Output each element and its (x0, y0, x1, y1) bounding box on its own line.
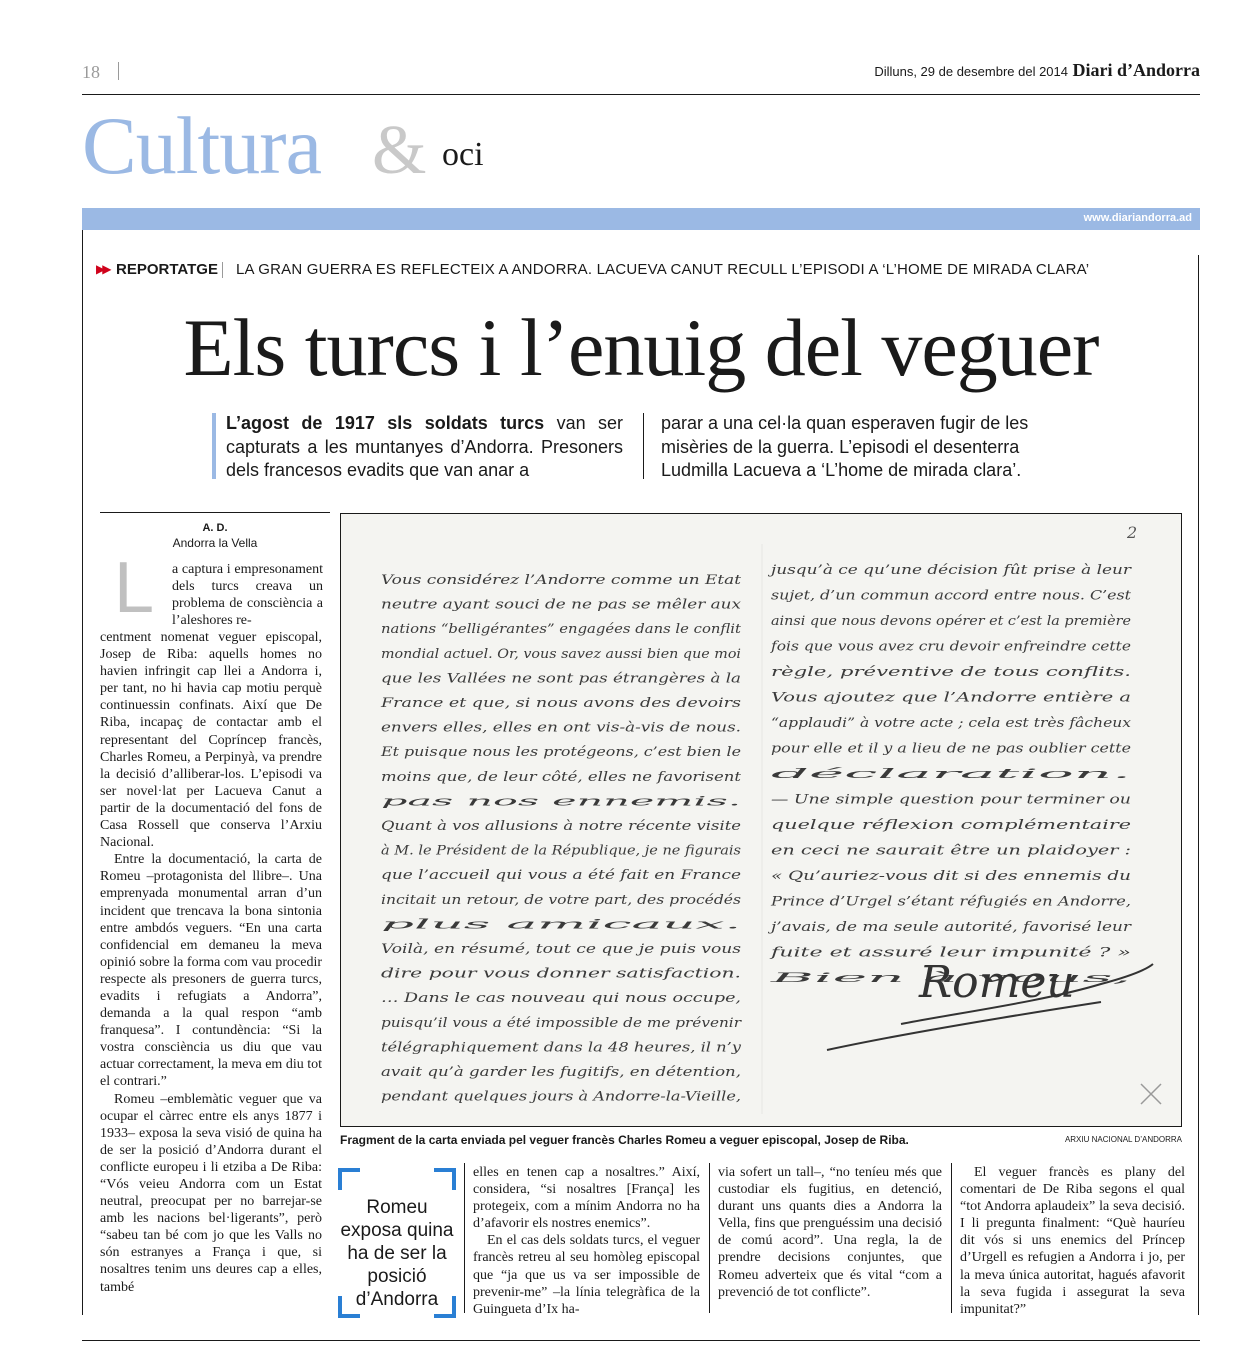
letter-line: jusqu’à ce qu’une décision fût prise à leur (767, 563, 1133, 578)
letter-line: Bien à vous, (766, 971, 1131, 986)
body-paragraph: Romeu –emblemàtic veguer que va ocupar el càrrec entre els anys 1877 i 1933– exposa la seva visió de quina ha de ser la posició d’Andorra durant el conflicte europeu i li etziba a De Riba: “Vós veieu Andorra com un Estat neutral, preocupat per no barrejar-se amb les nacions bel·ligerants”, però “sabeu tan bé com jo que les Valls no són estranyes a França i que, si nosaltres tenim uns deures cap a elles, també (100, 1091, 322, 1295)
section-band (82, 208, 1200, 230)
letter-line: Vous considérez l’Andorre comme un Etat (381, 573, 742, 588)
letter-line: ainsi que nous devons opérer et c’est la première (771, 614, 1132, 629)
letter-line: … Dans le cas nouveau qui nous occupe, (381, 991, 741, 1007)
lead-text: van ser capturats a les muntanyes d’Andorra. Presoners dels francesos evadits que van anar a (226, 413, 623, 480)
letter-line: envers elles, elles en ont vis-à-vis de nous. (381, 720, 741, 736)
letter-line: « Qu’auriez-vous dit si des ennemis du (771, 869, 1131, 884)
page-number: 18 (82, 62, 100, 82)
body-paragraph: El veguer francès es plany del comentari de De Riba segons el qual “tot Andorra aplaudeix” la seva decisió. I li pregunta finalment: “Què hauríeu dit vós si uns enemics del Príncep d’Urgell es refugien a Andorra i jo, per la meva única autoritat, hagués afavorit la seva fugida i assegurat la seva impunitat?” (960, 1165, 1185, 1317)
quote-corner (434, 1168, 456, 1190)
column-rule-right (1198, 255, 1199, 1315)
letter-page-mark: 2 (1127, 523, 1138, 542)
letter-line: “applaudi” à votre acte ; cela est très fâcheux (771, 716, 1132, 731)
kicker-separator (222, 262, 223, 278)
letter-line: mondial actuel. Or, vous savez aussi bien que moi (381, 646, 741, 662)
letter-line: à M. le Président de la République, je ne figurais (381, 843, 742, 859)
body-column-1 (100, 629, 322, 1296)
letter-line: puisqu’il vous a été impossible de me prévenir (381, 1015, 742, 1031)
body-paragraph: via sofert un tall–, “no teníeu més que custodiar els fugitius, en detenció, durant uns quants dies a Andorra la Vella, fins que prenguéssim una decisió de comú acord”. Una regla, la de prendre decisions conjuntes, que Romeu adverteix que és vital “com a prevenció de tot conflicte”. (718, 1165, 942, 1300)
website-url[interactable]: www.diariandorra.ad (1083, 212, 1192, 224)
letter-line: dire pour vous donner satisfaction. (381, 966, 741, 982)
photo-caption: Fragment de la carta enviada pel veguer francès Charles Romeu a veguer episcopal, Josep de Riba. (340, 1133, 909, 1147)
body-paragraph: centment nomenat veguer episcopal, Josep de Riba: aquells homes no havien infringit cap llei a Andorra i, per tant, no hi havia cap motiu perquè continuessin confinats. Així que De Riba, incapaç de contactar amb el representant del Copríncep francès, Charles Romeu, a Perpinyà, va prendre la decisió d’alliberar-los. L’episodi va ser novel·lat per Lacueva Canut a partir de la documentació del fons de Casa Rossell que conserva l’Arxiu Nacional. (100, 630, 322, 851)
body-column-3 (718, 1164, 942, 1301)
letter-line: pour elle et il y a lieu de ne pas oublier cette (771, 741, 1132, 757)
signature: Romeu (919, 957, 1075, 1008)
body-paragraph: elles en tenen cap a nosaltres.” Així, considera, “si nosaltres [França] les protegeix, com a mínim Andorra no ha d’afavorir els nostres enemics”. (473, 1165, 700, 1232)
letter-line: sujet, d’un commun accord entre nous. C’est (771, 588, 1132, 604)
letter-line: pendant quelques jours à Andorre-la-Vieille, (381, 1089, 741, 1105)
letter-line: incitait un retour, de votre part, des procédés (381, 892, 742, 908)
body-column-2 (473, 1164, 700, 1318)
letter-line: neutre ayant souci de ne pas se mêler aux (381, 597, 742, 613)
lead-divider (643, 413, 644, 479)
section-title: Cultura (82, 100, 321, 191)
lead-column-2: parar a una cel·la quan esperaven fugir de les misèries de la guerra. L’episodi el desenterra Ludmilla Lacueva a ‘L’home de mirada clara’. (661, 413, 1029, 480)
letter-photo (340, 513, 1182, 1127)
body-column-4 (960, 1164, 1185, 1318)
byline-rule (100, 512, 330, 513)
letter-line: en ceci ne saurait être un plaidoyer : (771, 843, 1131, 859)
letter-line: fois que vous avez cru devoir enfreindre cette (769, 639, 1132, 655)
body-paragraph: En el cas dels soldats turcs, el veguer francès retreu al seu homòleg episcopal que “ja que us va ser impossible de prevenir-me” –la línia telegràfica de la Guingueta d’Ix ha- (473, 1233, 700, 1317)
column-separator (951, 1163, 952, 1313)
column-separator (464, 1163, 465, 1313)
kicker-text: LA GRAN GUERRA ES REFLECTEIX A ANDORRA. LACUEVA CANUT RECULL L’EPISODI A ‘L’HOME DE MIRADA CLARA’ (236, 261, 1090, 278)
letter-line: fuite et assuré leur impunité ? » (769, 945, 1132, 961)
letter-line: quelque réflexion complémentaire (771, 818, 1132, 833)
lead-accent-bar (212, 413, 216, 479)
letter-line: — Une simple question pour terminer ou (771, 792, 1131, 808)
drop-cap: L (114, 548, 155, 628)
byline-author: A. D. (202, 522, 228, 534)
double-arrow-icon: ▶▶ (96, 262, 109, 276)
section-subtitle: oci (442, 136, 484, 173)
letter-line: Quant à vos allusions à notre récente visite (381, 819, 742, 834)
quote-corner (338, 1168, 360, 1190)
byline-place: Andorra la Vella (172, 536, 258, 550)
pull-quote: Romeu exposa quina ha de ser la posició d’Andorra (340, 1197, 454, 1310)
lead-bold: L’agost de 1917 sls soldats turcs (226, 413, 545, 433)
footer-rule (82, 1340, 1200, 1341)
kicker-label: REPORTATGE (116, 261, 218, 278)
column-separator (709, 1163, 710, 1313)
body-paragraph: Entre la documentació, la carta de Romeu –protagonista del llibre–. Una emprenyada monumental arran d’un incident que trencava la bona sintonia entre ambdós veguers. “En una carta confidencial em demaneu la meva opinió sobre la forma com vau procedir respecte als presoners de guerra turcs, evadits i refugiats a Andorra”, demanda a la qual respon “amb franquesa”. I contundència: “Si la vostra consciència us diu que vau actuar correctament, la meva em diu tot el contrari.” (100, 852, 322, 1090)
letter-line: télégraphiquement dans la 48 heures, il n’y (381, 1040, 742, 1056)
body-text: a captura i empresonament dels turcs creava un problema de consciència a l’aleshores re- (172, 562, 323, 629)
letter-line: Voilà, en résumé, tout ce que je puis vous (381, 942, 742, 957)
letter-line: Vous ajoutez que l’Andorre entière a (771, 690, 1131, 706)
lead-column-1 (226, 412, 623, 483)
letter-line: avait qu’à garder les fugitifs, en détention, (381, 1065, 741, 1080)
body-paragraph-start (172, 561, 323, 629)
letter-line: Et puisque nous les protégeons, c’est bien le (379, 745, 742, 761)
letter-line: pas nos ennemis. (381, 794, 741, 810)
letter-line: que les Vallées ne sont pas étrangères à la (381, 671, 741, 687)
headline: Els turcs i l’enuig del veguer (183, 302, 1099, 393)
section-ampersand: & (372, 112, 427, 189)
letter-line: que l’accueil qui vous a été fait en France (381, 868, 742, 884)
issue-date: Dilluns, 29 de desembre del 2014 (874, 64, 1068, 79)
letter-line: nations “belligérantes” engagées dans le conflit (381, 622, 742, 638)
newspaper-name: Diari d’Andorra (1072, 60, 1200, 80)
letter-line: Prince d’Urgel s’étant réfugiés en Andorre, (769, 894, 1131, 910)
letter-line: règle, préventive de tous conflits. (771, 665, 1131, 680)
letter-line: plus amicaux. (381, 917, 741, 933)
photo-credit: ARXIU NACIONAL D’ANDORRA (1064, 1135, 1182, 1144)
page-number-divider (118, 62, 119, 80)
letter-line: j’avais, de ma seule autorité, favorisé leur (767, 920, 1133, 935)
header-rule (82, 94, 1200, 95)
letter-right-column (767, 563, 1133, 986)
letter-line: France et que, si nous avons des devoirs (379, 696, 742, 711)
letter-line: déclaration. (771, 767, 1131, 782)
letter-image (341, 514, 1182, 1127)
letter-line: moins que, de leur côté, elles ne favorisent (381, 769, 742, 785)
